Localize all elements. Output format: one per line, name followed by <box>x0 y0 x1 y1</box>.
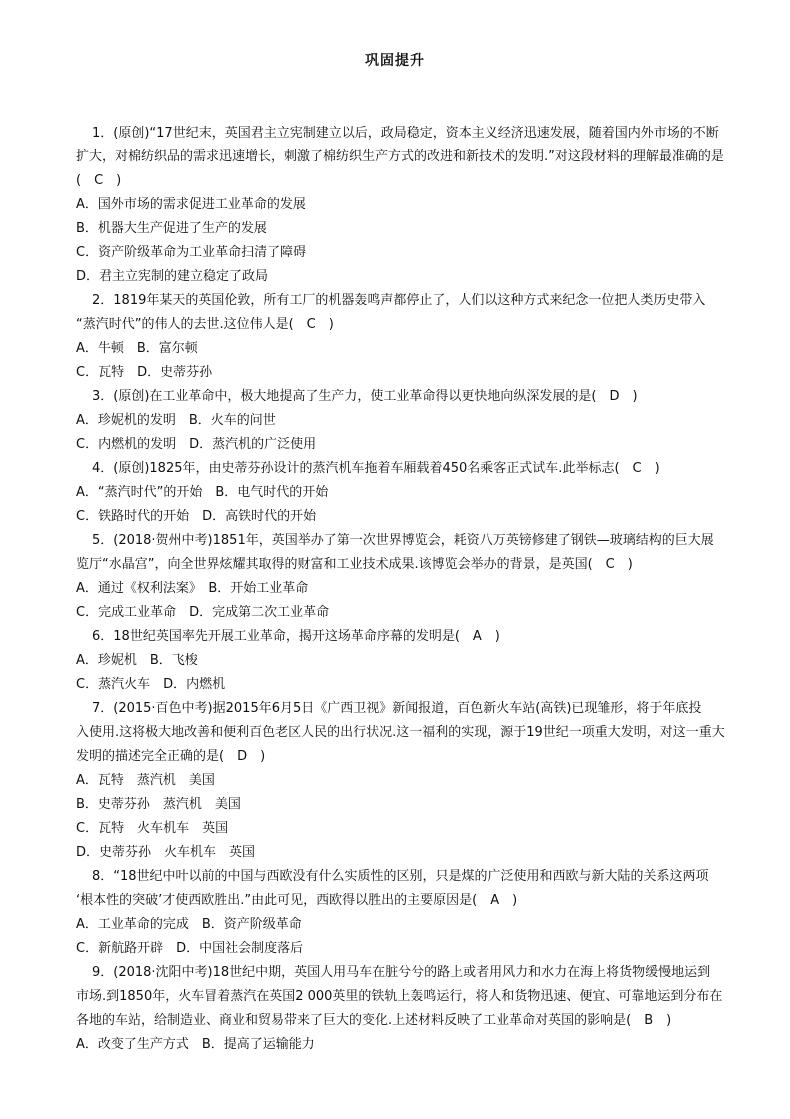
question-text-line: 3．(原创)在工业革命中，极大地提高了生产力，使工业革命得以更快地向纵深发展的是( D ) <box>92 389 638 404</box>
question-text-line: 1．(原创)“17世纪末，英国君主立宪制建立以后，政局稳定，资本主义经济迅速发展，随着国内外市场的不断 <box>92 126 719 141</box>
answer-option-line: C．瓦特 D．史蒂芬孙 <box>76 365 213 380</box>
question-text-line: 览厅“水晶宫”，向全世界炫耀其取得的财富和工业技术成果.该博览会举办的背景，是英国( C ) <box>76 557 633 572</box>
answer-option-line: B．史蒂芬孙 蒸汽机 美国 <box>76 797 241 812</box>
question-text-line: 7．(2015·百色中考)据2015年6月5日《广西卫视》新闻报道，百色新火车站(高铁)已现雏形，将于年底投 <box>92 701 702 716</box>
question-text-line: 5．(2018·贺州中考)1851年，英国举办了第一次世界博览会，耗资八万英镑修建了钢铁—玻璃结构的巨大展 <box>92 533 714 548</box>
question-text-line: 入使用.这将极大地改善和便利百色老区人民的出行状况.这一福利的实现，源于19世纪一项重大发明，对这一重大 <box>76 725 725 740</box>
answer-option-line: D．史蒂芬孙 火车机车 英国 <box>76 845 256 860</box>
question-text-line: 各地的车站，给制造业、商业和贸易带来了巨大的变化.上述材料反映了工业革命对英国的影响是( B ) <box>76 1013 672 1028</box>
answer-option-line: C．蒸汽火车 D．内燃机 <box>76 677 226 692</box>
question-text-line: 6．18世纪英国率先开展工业革命，揭开这场革命序幕的发明是( A ) <box>92 629 500 644</box>
question-text-line: 9．(2018·沈阳中考)18世纪中期，英国人用马车在脏兮兮的路上或者用风力和水力在海上将货物缓慢地运到 <box>92 965 711 980</box>
answer-option-line: B．机器大生产促进了生产的发展 <box>76 221 267 236</box>
answer-option-line: A．瓦特 蒸汽机 美国 <box>76 773 215 788</box>
question-text-line: 市场.到1850年，火车冒着蒸汽在英国2 000英里的铁轨上轰鸣运行，将人和货物迅速、便宜、可靠地运到分布在 <box>76 989 723 1004</box>
question-text-line: 扩大，对棉纺织品的需求迅速增长，刺激了棉纺织生产方式的改进和新技术的发明.”对这段材料的理解最准确的是 <box>76 149 724 164</box>
answer-option-line: A．工业革命的完成 B．资产阶级革命 <box>76 917 302 932</box>
answer-option-line: A．国外市场的需求促进工业革命的发展 <box>76 197 306 212</box>
question-text-line: 2．1819年某天的英国伦敦，所有工厂的机器轰鸣声都停止了，人们以这种方式来纪念一位把人类历史带入 <box>92 293 706 308</box>
question-text-line: “蒸汽时代”的伟人的去世.这位伟人是( C ) <box>76 317 334 332</box>
answer-option-line: D．君主立宪制的建立稳定了政局 <box>76 269 269 284</box>
answer-option-line: A．牛顿 B．富尔顿 <box>76 341 198 356</box>
answer-option-line: A．改变了生产方式 B．提高了运输能力 <box>76 1037 315 1052</box>
answer-option-line: A．“蒸汽时代”的开始 B．电气时代的开始 <box>76 485 329 500</box>
answer-option-line: A．珍妮机 B．飞梭 <box>76 653 198 668</box>
question-text-line: 发明的描述完全正确的是( D ) <box>76 749 266 764</box>
question-text-line: 4．(原创)1825年，由史蒂芬孙设计的蒸汽机车拖着车厢载着450名乘客正式试车.此举标志( C ) <box>92 461 660 476</box>
question-text-line: 8．“18世纪中叶以前的中国与西欧没有什么实质性的区别，只是煤的广泛使用和西欧与新大陆的关系这两项 <box>92 869 709 884</box>
answer-option-line: C．资产阶级革命为工业革命扫清了障碍 <box>76 245 307 260</box>
question-text-line: ‘根本性的突破’才使西欧胜出.”由此可见，西欧得以胜出的主要原因是( A ) <box>76 893 518 908</box>
answer-option-line: C．内燃机的发明 D．蒸汽机的广泛使用 <box>76 437 317 452</box>
answer-option-line: A．通过《权利法案》 B．开始工业革命 <box>76 581 309 596</box>
answer-option-line: C．瓦特 火车机车 英国 <box>76 821 229 836</box>
answer-option-line: C．新航路开辟 D．中国社会制度落后 <box>76 941 304 956</box>
answer-option-line: A．珍妮机的发明 B．火车的问世 <box>76 413 276 428</box>
answer-option-line: C．完成工业革命 D．完成第二次工业革命 <box>76 605 330 620</box>
answer-option-line: C．铁路时代的开始 D．高铁时代的开始 <box>76 509 317 524</box>
page-title: 巩固提升 <box>365 53 425 69</box>
question-text-line: ( C ) <box>76 173 122 188</box>
